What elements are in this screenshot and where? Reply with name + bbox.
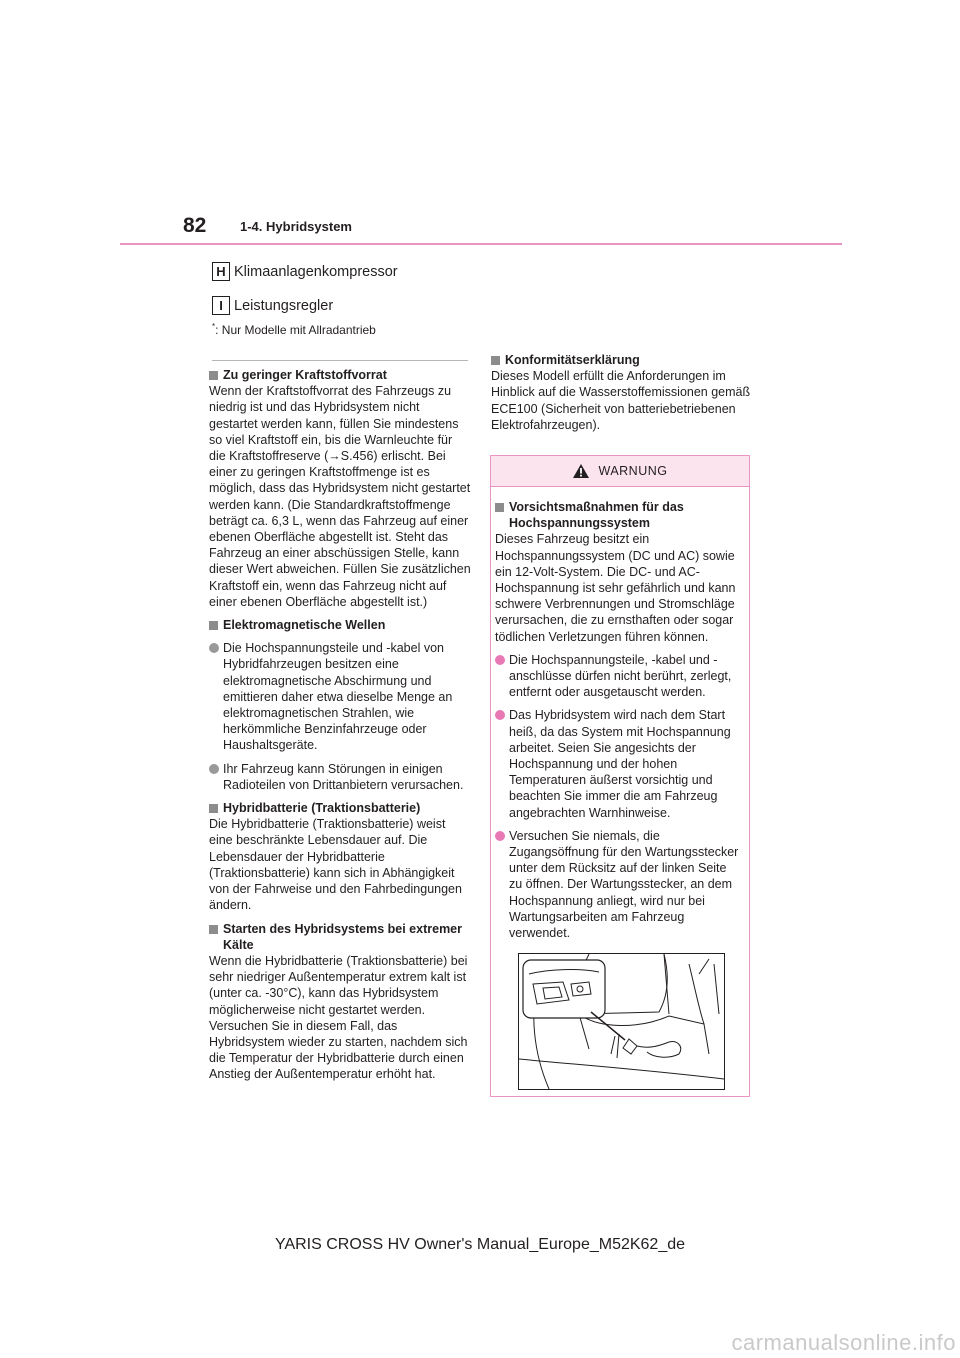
warning-item: Das Hybridsystem wird nach dem Start heiß, da das System mit Hochspannung arbeitet. Seien Sie angesichts der Hochspannung und der hohen Temperaturen äußerst vorsichtig und beachten Sie immer die am Fahrzeug angebrachten Warnhinweise. (495, 707, 743, 820)
warning-item: Versuchen Sie niemals, die Zugangsöffnung für den Wartungsstecker unter dem Rücksitz auf der linken Seite zu öffnen. Der Wartungsstecker, an dem Hochspannung anliegt, wird nur bei Wartungsarbeiten am Fahrzeug verwendet. (495, 828, 743, 941)
cold-section (209, 921, 471, 1083)
conformity-body: Dieses Modell erfüllt die Anforderungen im Hinblick auf die Wasserstoffemissionen gemäß ECE100 (Sicherheit von batteriebetriebenen Elektrofahrzeugen). (491, 369, 751, 432)
legend-key-h: H (212, 262, 230, 281)
em-item: Die Hochspannungsteile und -kabel von Hybridfahrzeugen besitzen eine elektromagnetische Abschirmung und emittieren daher etwa dieselbe Menge an elektromagnetischen Strahlen, wie herkömmliche Benzinfahrzeuge oder Haushaltsgeräte. (209, 640, 471, 753)
em-section (209, 617, 471, 633)
column-divider (212, 360, 468, 361)
legend-item-h (212, 262, 398, 281)
warning-box (490, 455, 750, 1097)
footnote-text: : Nur Modelle mit Allradantrieb (215, 323, 376, 337)
square-bullet-icon (491, 356, 500, 365)
footnote-marker: * (212, 322, 216, 331)
rear-seat-drawing-icon (519, 954, 724, 1089)
cold-body: Wenn die Hybridbatterie (Traktionsbatterie) bei sehr niedriger Außentemperatur extrem kalt ist (unter ca. -30°C), kann das Hybridsystem möglicherweise nicht gestartet werden. Versuchen Sie in diesem Fall, das Hybridsystem wieder zu starten, nachdem sich die Temperatur der Hybridbatterie durch einen Anstieg der Außentemperatur erhöht hat. (209, 953, 468, 1082)
fuel-body: Wenn der Kraftstoffvorrat des Fahrzeugs zu niedrig ist und das Hybridsystem nicht gestartet werden kann, füllen Sie mindestens so viel Kraftstoff ein, bis die Warnleuchte für die Kraftstoffreserve (→S.456) erlischt. Bei einer zu geringen Kraftstoffmenge ist es möglich, dass das Hybridsystem nicht gestartet werden kann. (Die Standardkraftstoffmenge beträgt ca. 6,3 L, wenn das Fahrzeug auf einer ebenen Oberfläche abgestellt ist. Steht das Fahrzeug an einer abschüssigen Stelle, kann dieser Wert abweichen. Füllen Sie zusätzlichen Kraftstoff ein, wenn das Fahrzeug nicht auf einer ebenen Oberfläche abgestellt ist.) (209, 384, 471, 609)
warning-body (491, 487, 749, 941)
em-heading: Elektromagnetische Wellen (209, 617, 471, 633)
square-bullet-icon (209, 804, 218, 813)
battery-section (209, 800, 471, 913)
warning-header (491, 456, 749, 487)
circle-bullet-icon (495, 831, 505, 841)
square-bullet-icon (209, 925, 218, 934)
left-column (209, 367, 471, 1090)
legend-label-h: Klimaanlagenkompressor (234, 263, 398, 280)
square-bullet-icon (209, 371, 218, 380)
watermark: carmanualsonline.info (731, 1330, 956, 1355)
circle-bullet-icon (495, 710, 505, 720)
warning-heading: Vorsichtsmaßnahmen für das Hochspannungssystem (495, 499, 743, 531)
warning-item: Die Hochspannungsteile, -kabel und -anschlüsse dürfen nicht berührt, zerlegt, entfernt oder ausgetauscht werden. (495, 652, 743, 701)
section-title: 1-4. Hybridsystem (240, 219, 352, 234)
header-rule (120, 243, 842, 245)
square-bullet-icon (495, 503, 504, 512)
legend-label-i: Leistungsregler (234, 297, 334, 314)
square-bullet-icon (209, 621, 218, 630)
right-column (491, 352, 753, 440)
footer-manual-name: YARIS CROSS HV Owner's Manual_Europe_M52K62_de (274, 1236, 686, 1253)
warning-title: WARNUNG (598, 464, 668, 478)
page-number: 82 (183, 214, 207, 237)
legend-key-i: I (212, 296, 230, 315)
circle-bullet-icon (209, 643, 219, 653)
circle-bullet-icon (495, 655, 505, 665)
battery-body: Die Hybridbatterie (Traktionsbatterie) weist eine beschränkte Lebensdauer auf. Die Lebensdauer der Hybridbatterie (Traktionsbatterie) kann sich in Abhängigkeit von der Fahrweise und den Fahrbedingungen ändern. (209, 817, 462, 913)
service-plug-illustration (518, 953, 725, 1090)
conformity-section (491, 352, 753, 433)
conformity-heading: Konformitätserklärung (491, 352, 753, 368)
legend-item-i (212, 296, 333, 315)
warning-triangle-icon (572, 463, 590, 479)
fuel-section (209, 367, 471, 610)
battery-heading: Hybridbatterie (Traktionsbatterie) (209, 800, 471, 816)
em-item: Ihr Fahrzeug kann Störungen in einigen Radioteilen von Drittanbietern verursachen. (209, 761, 471, 793)
footnote (212, 322, 376, 337)
circle-bullet-icon (209, 764, 219, 774)
fuel-heading: Zu geringer Kraftstoffvorrat (209, 367, 471, 383)
warning-text: Dieses Fahrzeug besitzt ein Hochspannungssystem (DC und AC) sowie ein 12-Volt-System. Die DC- und AC-Hochspannung ist sehr gefährlich und kann schwere Verbrennungen und Stromschläge verursachen, die zu ernsthaften oder sogar tödlichen Verletzungen führen können. (495, 532, 736, 644)
cold-heading: Starten des Hybridsystems bei extremer Kälte (209, 921, 471, 953)
